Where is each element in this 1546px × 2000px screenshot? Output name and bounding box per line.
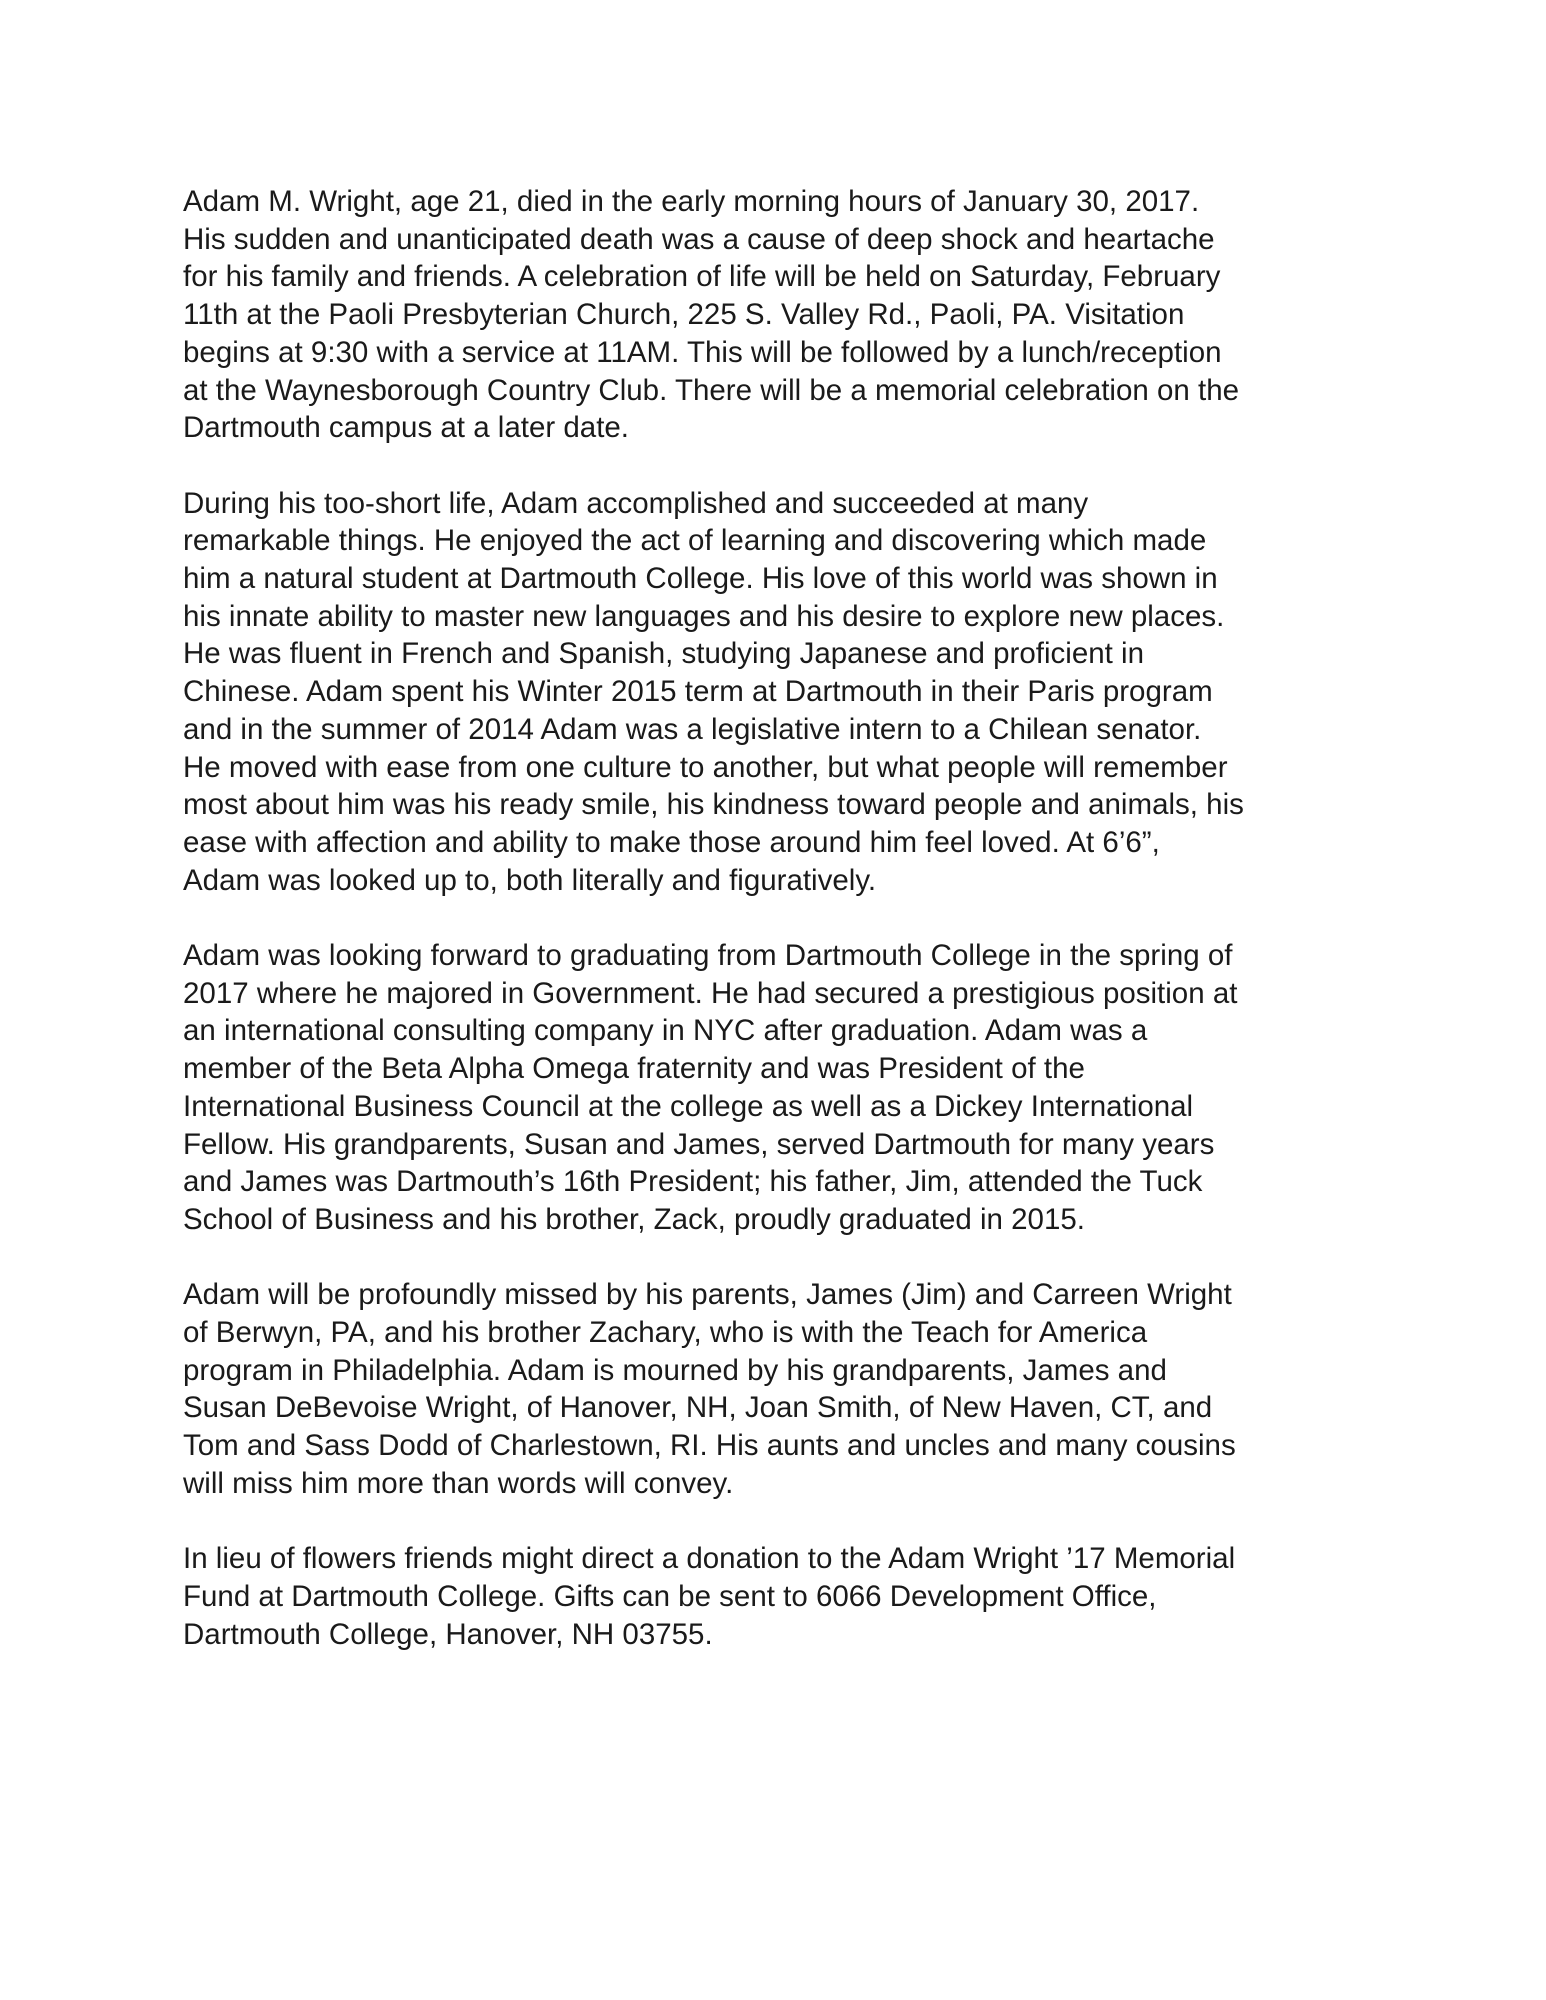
text-line: Dartmouth College, Hanover, NH 03755. bbox=[183, 1617, 713, 1651]
text-line: He was fluent in French and Spanish, studying Japanese and proficient in bbox=[183, 637, 1144, 671]
text-line: member of the Beta Alpha Omega fraternity and was President of the bbox=[183, 1052, 1085, 1086]
text-line: an international consulting company in NYC after graduation. Adam was a bbox=[183, 1014, 1148, 1048]
text-line: ease with affection and ability to make those around him feel loved. At 6’6”, bbox=[183, 825, 1160, 859]
text-line: Fund at Dartmouth College. Gifts can be sent to 6066 Development Office, bbox=[183, 1579, 1157, 1613]
text-line: will miss him more than words will convey. bbox=[183, 1466, 734, 1500]
text-line: Tom and Sass Dodd of Charlestown, RI. His aunts and uncles and many cousins bbox=[183, 1429, 1236, 1463]
text-line: During his too-short life, Adam accomplished and succeeded at many bbox=[183, 486, 1089, 520]
text-line: International Business Council at the college as well as a Dickey International bbox=[183, 1089, 1194, 1123]
text-line: Susan DeBevoise Wright, of Hanover, NH, Joan Smith, of New Haven, CT, and bbox=[183, 1391, 1213, 1425]
paragraph-family bbox=[183, 1276, 1383, 1502]
text-line: at the Waynesborough Country Club. There will be a memorial celebration on the bbox=[183, 373, 1240, 407]
text-line: and in the summer of 2014 Adam was a legislative intern to a Chilean senator. bbox=[183, 712, 1202, 746]
obituary-text bbox=[183, 183, 1383, 1691]
text-line: his innate ability to master new languages and his desire to explore new places. bbox=[183, 599, 1225, 633]
text-line: He moved with ease from one culture to another, but what people will remember bbox=[183, 750, 1228, 784]
text-line: program in Philadelphia. Adam is mourned by his grandparents, James and bbox=[183, 1353, 1167, 1387]
text-line: Adam will be profoundly missed by his parents, James (Jim) and Carreen Wright bbox=[183, 1278, 1232, 1312]
text-line: him a natural student at Dartmouth College. His love of this world was shown in bbox=[183, 562, 1218, 596]
text-line: His sudden and unanticipated death was a cause of deep shock and heartache bbox=[183, 222, 1215, 256]
text-line: Adam was looking forward to graduating from Dartmouth College in the spring of bbox=[183, 939, 1233, 973]
text-line: most about him was his ready smile, his kindness toward people and animals, his bbox=[183, 788, 1244, 822]
text-line: Adam M. Wright, age 21, died in the early morning hours of January 30, 2017. bbox=[183, 185, 1200, 218]
text-line: and James was Dartmouth’s 16th President; his father, Jim, attended the Tuck bbox=[183, 1165, 1203, 1199]
text-line: Dartmouth campus at a later date. bbox=[183, 411, 630, 445]
text-line: Fellow. His grandparents, Susan and James, served Dartmouth for many years bbox=[183, 1127, 1215, 1161]
paragraph-announcement bbox=[183, 183, 1383, 447]
paragraph-education bbox=[183, 937, 1383, 1239]
text-line: of Berwyn, PA, and his brother Zachary, who is with the Teach for America bbox=[183, 1316, 1148, 1350]
text-line: Adam was looked up to, both literally and figuratively. bbox=[183, 863, 877, 897]
text-line: School of Business and his brother, Zack, proudly graduated in 2015. bbox=[183, 1202, 1085, 1236]
paragraph-donations bbox=[183, 1540, 1383, 1653]
text-line: Chinese. Adam spent his Winter 2015 term at Dartmouth in their Paris program bbox=[183, 675, 1213, 709]
text-line: remarkable things. He enjoyed the act of learning and discovering which made bbox=[183, 524, 1207, 558]
text-line: In lieu of flowers friends might direct a donation to the Adam Wright ’17 Memorial bbox=[183, 1542, 1236, 1576]
text-line: begins at 9:30 with a service at 11AM. This will be followed by a lunch/reception bbox=[183, 335, 1222, 369]
text-line: for his family and friends. A celebration of life will be held on Saturday, February bbox=[183, 260, 1221, 294]
text-line: 11th at the Paoli Presbyterian Church, 225 S. Valley Rd., Paoli, PA. Visitation bbox=[183, 298, 1185, 332]
paragraph-life bbox=[183, 485, 1383, 900]
text-line: 2017 where he majored in Government. He had secured a prestigious position at bbox=[183, 976, 1238, 1010]
